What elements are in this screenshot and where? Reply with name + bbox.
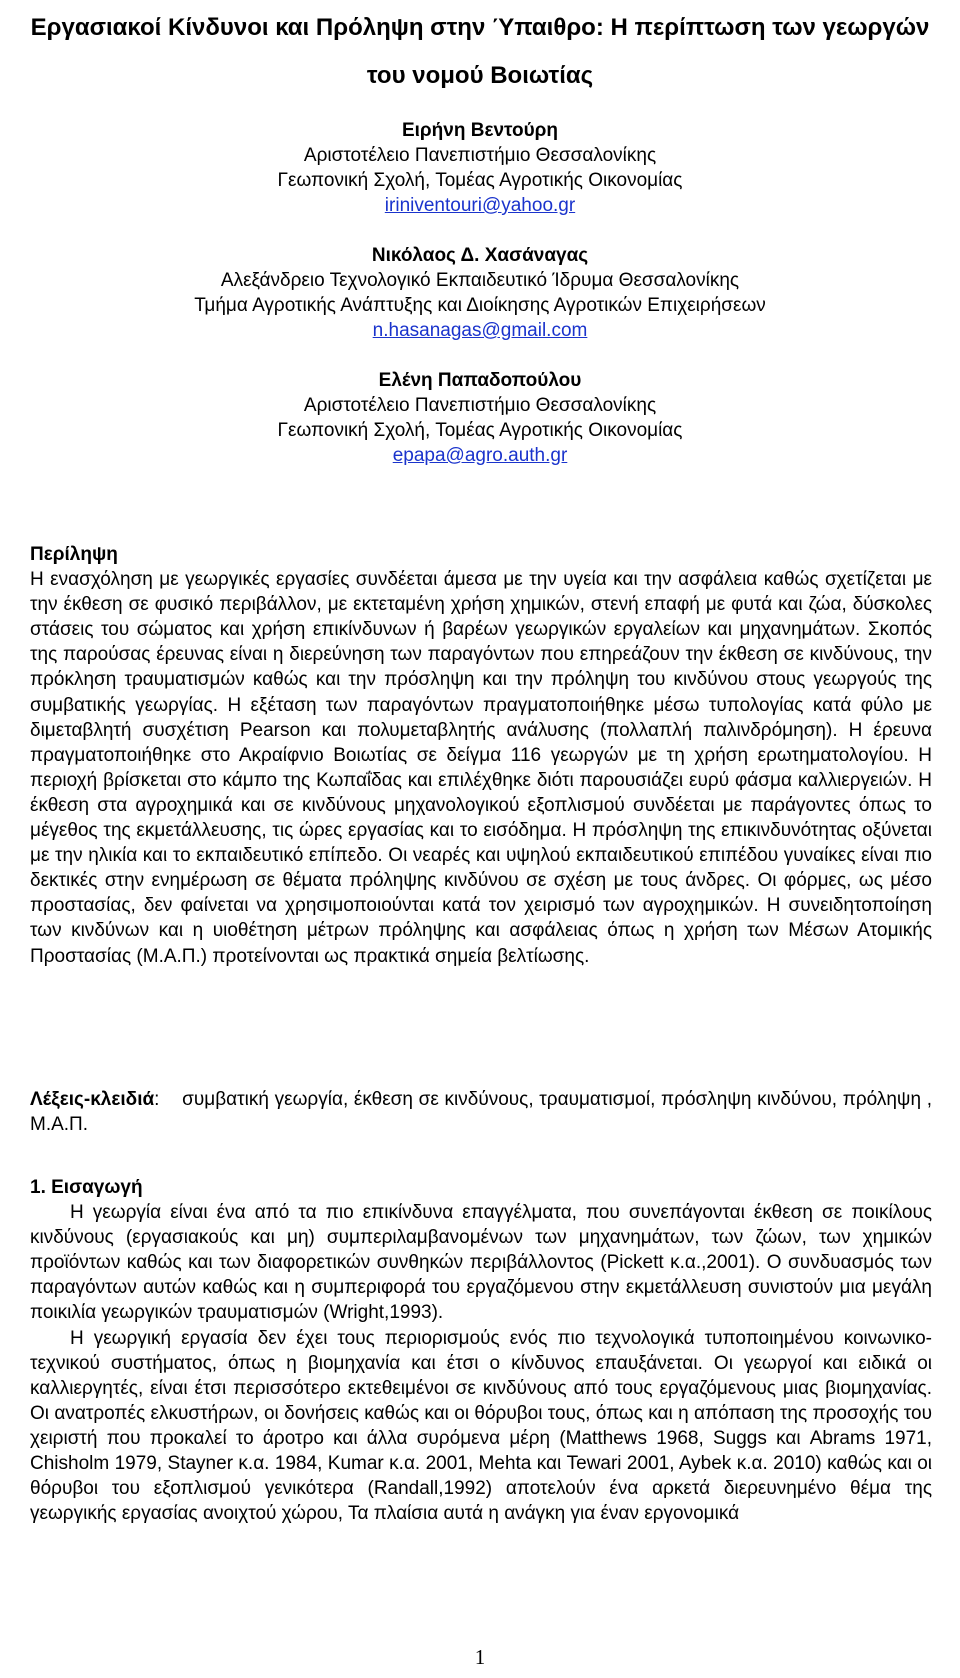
author-affiliation: Αριστοτέλειο Πανεπιστήμιο Θεσσαλονίκης	[303, 145, 657, 166]
page-number: 1	[474, 1645, 486, 1669]
author-block	[40, 118, 920, 493]
author-1	[40, 118, 920, 218]
author-2	[40, 243, 920, 343]
author-affiliation: Αλεξάνδρειο Τεχνολογικό Εκπαιδευτικό Ίδρυμα Θεσσαλονίκης	[220, 270, 740, 291]
author-email-link[interactable]: iriniventouri@yahoo.gr	[384, 195, 576, 216]
abstract-section	[30, 542, 932, 969]
author-affiliation: Αριστοτέλειο Πανεπιστήμιο Θεσσαλονίκης	[303, 395, 657, 416]
author-3	[40, 368, 920, 468]
introduction-paragraph: Η γεωργική εργασία δεν έχει τους περιορισμούς ενός πιο τεχνολογικά τυποποιημένου κοινωνικο-τεχνικού συστήματος, όπως η βιομηχανία και έτσι ο κίνδυνος επαυξάνεται. Οι γεωργοί και ειδικά οι καλλιεργητές, είναι έτσι περισσότερο εκτεθειμένοι σε κινδύνους από τους εργαζόμενους μιας βιομηχανίας. Οι ανατροπές ελκυστήρων, οι δονήσεις καθώς και οι θόρυβοι τους, όπως και η απόπαση της προσοχής του χειριστή που προκαλεί το άροτρο και άλλα συρόμενα μέρη (Matthews 1968, Suggs και Abrams 1971, Chisholm 1979, Stayner κ.α. 1984, Kumar κ.α. 2001, Mehta και Tewari 2001, Aybek κ.α. 2010) καθώς και οι θόρυβοι του εξοπλισμού γενικότερα (Randall,1992) αποτελούν ένα αρκετά διερευνημένο θέμα της γεωργικής εργασίας ανοιχτού χώρου, Τα πλαίσια αυτά η ανάγκη για έναν εργονομικά	[30, 1327, 932, 1525]
keywords-text: συμβατική γεωργία, έκθεση σε κινδύνους, τραυματισμοί, πρόσληψη κινδύνου, πρόληψη , Μ.Α.Π.	[30, 1089, 932, 1136]
introduction-section	[30, 1175, 932, 1526]
author-department: Γεωπονική Σχολή, Τομέας Αγροτικής Οικονομίας	[277, 170, 683, 191]
introduction-paragraph: Η γεωργία είναι ένα από τα πιο επικίνδυνα επαγγέλματα, που συνεπάγονται έκθεση σε ποικίλους κινδύνους (εργασιακούς και μη) συμπεριλαμβανομένων των μηχανημάτων, των ζώων, των χημικών προϊόντων καθώς και των διαφορετικών συνθηκών περιβάλλοντος (Pickett κ.α.,2001). Ο συνδυασμός των παραγόντων αυτών καθώς και η συμπεριφορά του εργαζόμενου στην εκμετάλλευση συνιστούν μια μεγάλη ποικιλία γεωργικών τραυματισμών (Wright,1993).	[30, 1202, 932, 1324]
introduction-heading: 1. Εισαγωγή	[30, 1177, 143, 1198]
abstract-text: Η ενασχόληση με γεωργικές εργασίες συνδέεται άμεσα με την υγεία και την ασφάλεια καθώς σχετίζεται με την έκθεση σε φυσικό περιβάλλον, με εκτεταμένη χρήση χημικών, στενή επαφή με φυτά και ζώα, δύσκολες στάσεις του σώματος και χρήση επικίνδυνων ή βαρέων γεωργικών εργαλείων και μηχανημάτων. Σκοπός της παρούσας έρευνας είναι η διερεύνηση των παραγόντων που επηρεάζουν την έκθεση σε κινδύνους, την πρόκληση τραυματισμών καθώς και την πρόσληψη και την πρόληψη του κινδύνου στους γεωργούς της συμβατικής γεωργίας. Η εξέταση των παραγόντων πραγματοποιήθηκε μέσω τυπολογίας κατά φύλο με διμεταβλητή συσχέτιση Pearson και πολυμεταβλητής ανάλυσης (πολλαπλή παλινδρόμηση). Η έρευνα πραγματοποιήθηκε στο Ακραίφνιο Βοιωτίας σε δείγμα 116 γεωργών με τη χρήση ερωτηματολογίου. Η περιοχή βρίσκεται στο κάμπο της Κωπαΐδας και επιλέχθηκε διότι παρουσιάζει ευρύ φάσμα καλλιεργειών. Η έκθεση στα αγροχημικά και σε κινδύνους μηχανολογικού εξοπλισμού συνδέεται με παράγοντες όπως το μέγεθος της εκμετάλλευσης, τις ώρες εργασίας και το εισόδημα. Η πρόσληψη της επικινδυνότητας οξύνεται με την ηλικία και το εκπαιδευτικό επίπεδο. Οι νεαρές και υψηλού εκπαιδευτικού επιπέδου γυναίκες είναι πιο δεκτικές στην ενημέρωση σε θέματα πρόληψης κινδύνου σε σχέση με τους άνδρες. Οι φόρμες, ως μέσο προστασίας, δεν φαίνεται να χρησιμοποιούνται κατά τον χειρισμό των αγροχημικών. Η συνειδητοποίηση των κινδύνων και η υιοθέτηση μέτρων πρόληψης και ασφάλειας όπως η χρήση των Μέσων Ατομικής Προστασίας (Μ.Α.Π.) προτείνονται ως πρακτικά σημεία βελτίωσης.	[30, 569, 932, 967]
author-name: Νικόλαος Δ. Χασάναγας	[371, 245, 589, 266]
keywords-section	[30, 1087, 932, 1137]
author-name: Ειρήνη Βεντούρη	[401, 120, 559, 141]
keywords-separator: :	[154, 1089, 160, 1110]
author-department: Τμήμα Αγροτικής Ανάπτυξης και Διοίκησης Αγροτικών Επιχειρήσεων	[194, 295, 766, 316]
abstract-heading: Περίληψη	[30, 544, 118, 565]
author-email-link[interactable]: n.hasanagas@gmail.com	[372, 320, 588, 341]
author-email-link[interactable]: epapa@agro.auth.gr	[392, 445, 568, 466]
author-department: Γεωπονική Σχολή, Τομέας Αγροτικής Οικονομίας	[277, 420, 683, 441]
author-name: Ελένη Παπαδοπούλου	[378, 370, 582, 391]
paper-title: Εργασιακοί Κίνδυνοι και Πρόληψη στην Ύπαιθρο: Η περίπτωση των γεωργών του νομού Βοιωτίας	[30, 14, 930, 89]
keywords-label: Λέξεις-κλειδιά	[30, 1089, 155, 1110]
